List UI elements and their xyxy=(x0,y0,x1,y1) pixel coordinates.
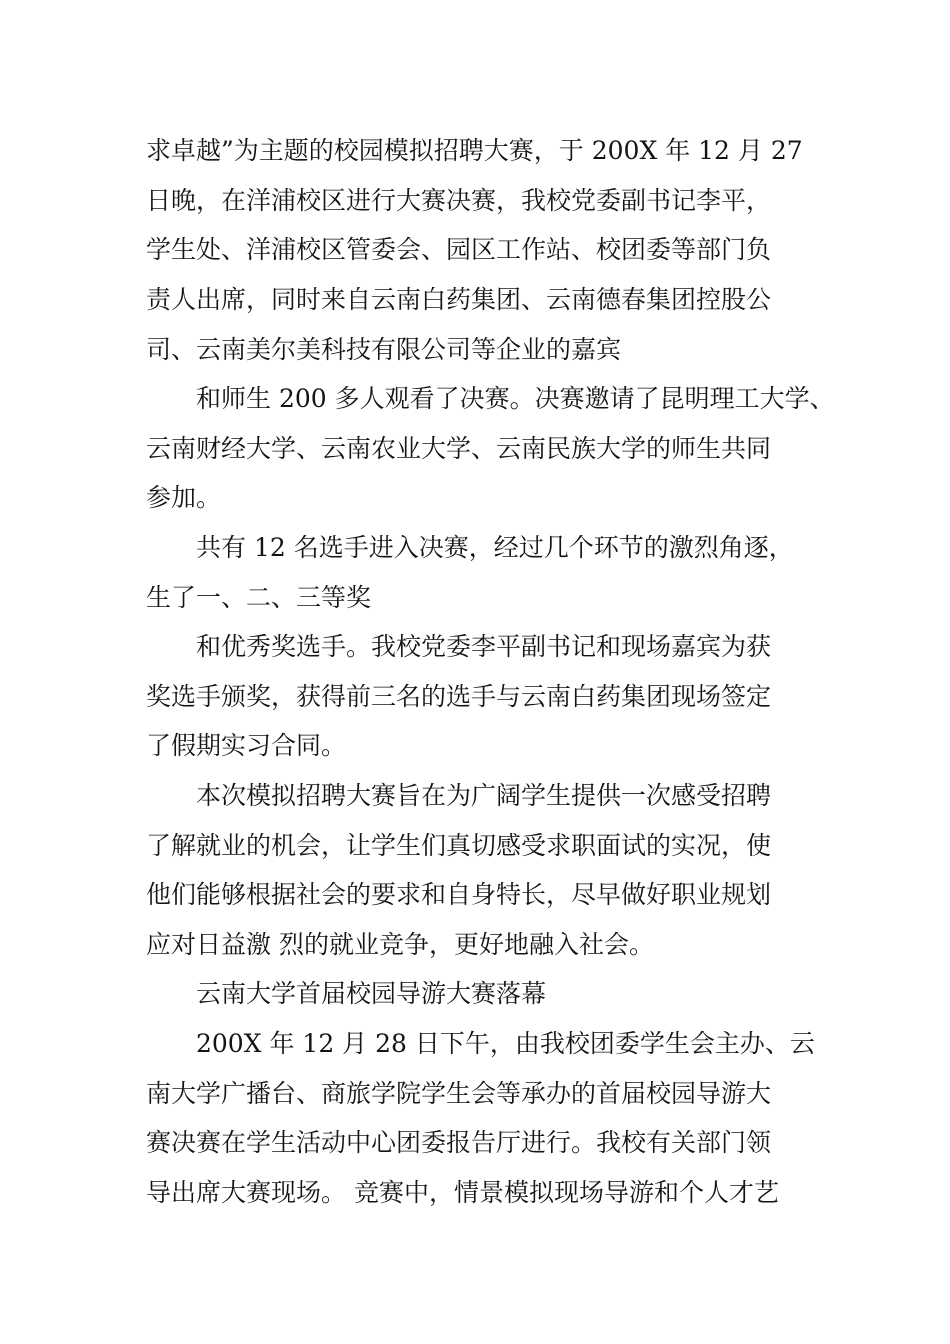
text-line: 责人出席，同时来自云南白药集团、云南德春集团控股公 xyxy=(146,285,772,314)
text-line: 他们能够根据社会的要求和自身特长，尽早做好职业规划 xyxy=(146,880,772,909)
text-line: 200X 年 12 月 28 日下午，由我校团委学生会主办、云 xyxy=(196,1029,815,1058)
text-line: 日晚，在洋浦校区进行大赛决赛，我校党委副书记李平， xyxy=(146,186,772,215)
text-line: 了解就业的机会，让学生们真切感受求职面试的实况，使 xyxy=(146,831,772,860)
text-line: 学生处、洋浦校区管委会、园区工作站、校团委等部门负 xyxy=(146,235,772,264)
text-line: 了假期实习合同。 xyxy=(146,731,347,760)
text-line: 共有 12 名选手进入决赛，经过几个环节的激烈角逐， xyxy=(196,533,794,562)
text-line: 南大学广播台、商旅学院学生会等承办的首届校园导游大 xyxy=(146,1079,772,1108)
text-line: 本次模拟招聘大赛旨在为广阔学生提供一次感受招聘 xyxy=(196,781,772,810)
text-line: 参加。 xyxy=(146,483,222,512)
text-line: 奖选手颁奖，获得前三名的选手与云南白药集团现场签定 xyxy=(146,682,772,711)
text-line: 司、云南美尔美科技有限公司等企业的嘉宾 xyxy=(146,335,622,364)
text-line: 和师生 200 多人观看了决赛。决赛邀请了昆明理工大学、 xyxy=(196,384,835,413)
text-line: 生了一、二、三等奖 xyxy=(146,583,372,612)
text-line: 应对日益激 烈的就业竞争，更好地融入社会。 xyxy=(146,930,654,959)
text-line: 导出席大赛现场。 竞赛中，情景模拟现场导游和个人才艺 xyxy=(146,1178,779,1207)
text-line: 云南财经大学、云南农业大学、云南民族大学的师生共同 xyxy=(146,434,772,463)
text-line: 求卓越”为主题的校园模拟招聘大赛，于 200X 年 12 月 27 xyxy=(146,136,803,165)
text-line: 和优秀奖选手。我校党委李平副书记和现场嘉宾为获 xyxy=(196,632,772,661)
section-heading: 云南大学首届校园导游大赛落幕 xyxy=(196,979,547,1008)
text-line: 赛决赛在学生活动中心团委报告厅进行。我校有关部门领 xyxy=(146,1128,772,1157)
